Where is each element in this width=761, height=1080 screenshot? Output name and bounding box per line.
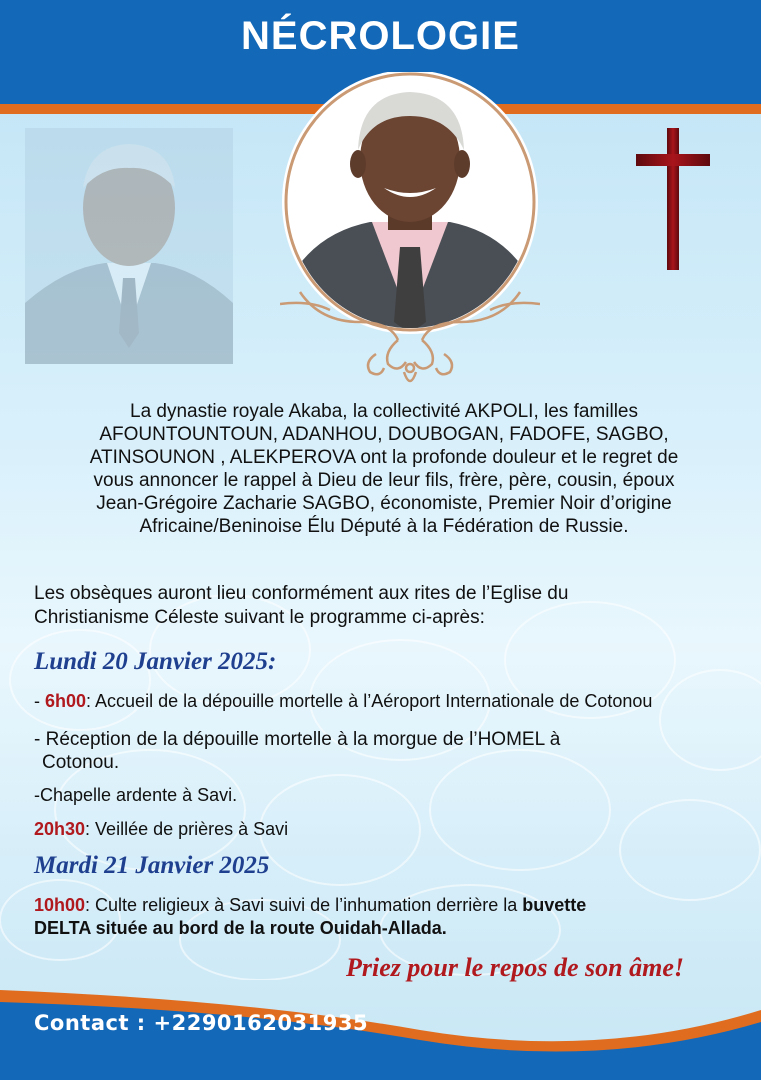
announcement-line: La dynastie royale Akaba, la collectivité AKPOLI, les familles (130, 401, 638, 422)
item-time: 20h30 (34, 819, 86, 839)
obseques-line: Les obsèques auront lieu conformément aux rites de l’Eglise du (34, 583, 569, 604)
deceased-portrait-photo (280, 72, 540, 394)
announcement-line: AFOUNTOUNTOUN, ADANHOU, DOUBOGAN, FADOFE, SAGBO, (99, 424, 669, 445)
announcement-line: Africaine/Beninoise Élu Député à la Fédération de Russie. (139, 516, 629, 537)
item-bold-text: DELTA située au bord de la route Ouidah-Allada. (34, 918, 447, 938)
item-text: Cotonou. (42, 752, 120, 773)
item-time: 10h00 (34, 895, 86, 915)
page-title: NÉCROLOGIE (241, 14, 520, 58)
program-item-vigil (34, 818, 734, 841)
announcement-paragraph (34, 400, 734, 538)
obseques-paragraph (34, 582, 734, 630)
announcement-line: ATINSOUNON , ALEKPEROVA ont la profonde douleur et le regret de (89, 447, 679, 468)
program-item-chapel: -Chapelle ardente à Savi. (34, 785, 238, 805)
contact-info: Contact : +2290162031935 (34, 1011, 369, 1035)
item-time: 6h00 (45, 691, 87, 711)
day-heading-monday: Lundi 20 Janvier 2025: (34, 648, 277, 675)
item-text: : Veillée de prières à Savi (85, 819, 289, 839)
item-text: : Accueil de la dépouille mortelle à l’Aéroport Internationale de Cotonou (86, 691, 653, 711)
closing-prayer: Priez pour le repos de son âme! (346, 953, 684, 982)
item-bold-text: buvette (522, 895, 587, 915)
announcement-line: Jean-Grégoire Zacharie SAGBO, économiste, Premier Noir d’origine (96, 493, 672, 514)
program-item-airport (34, 690, 734, 713)
cross-icon (636, 128, 710, 270)
program-item-morgue (34, 728, 734, 774)
item-prefix: - (34, 691, 45, 711)
obseques-line: Christianisme Céleste suivant le programme ci-après: (34, 607, 485, 628)
item-text: : Culte religieux à Savi suivi de l’inhumation derrière la (85, 895, 523, 915)
faded-portrait-photo (25, 128, 233, 364)
item-text: - Réception de la dépouille mortelle à la morgue de l’HOMEL à (34, 729, 561, 750)
announcement-line: vous annoncer le rappel à Dieu de leur fils, frère, père, cousin, époux (93, 470, 675, 491)
day-heading-tuesday: Mardi 21 Janvier 2025 (34, 852, 270, 879)
footer-wave (0, 990, 761, 1080)
program-item-burial (34, 894, 734, 940)
